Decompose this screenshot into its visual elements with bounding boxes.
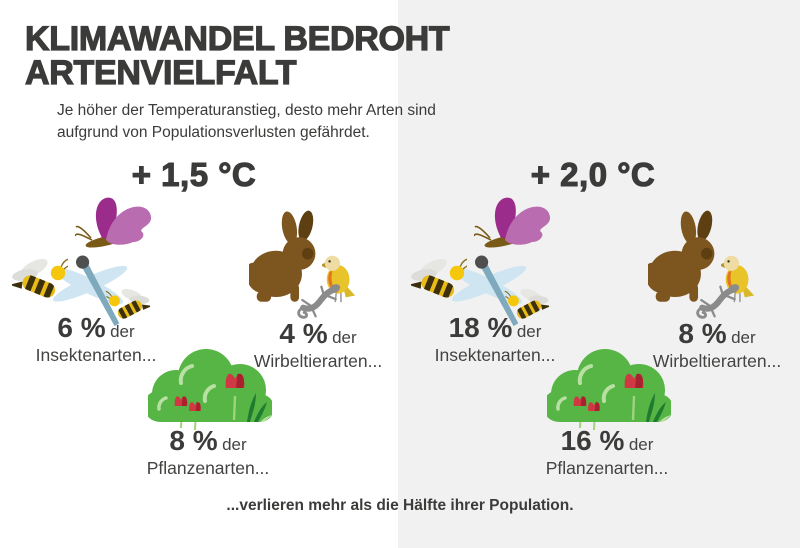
vertebrates-label: Wirbeltierarten... — [652, 350, 782, 371]
lizard-icon — [693, 281, 742, 323]
vertebrates-stat-value-line — [611, 319, 800, 350]
page-title — [25, 22, 449, 90]
plants-connector: der — [222, 435, 247, 454]
plants-stat-value-line — [501, 426, 713, 457]
footer-note: ...verlieren mehr als die Hälfte ihrer Population. — [226, 497, 574, 514]
insects-label: Insektenarten... — [35, 344, 157, 365]
vertebrates-connector: der — [332, 328, 357, 347]
temperature-heading-2-0c: + 2,0 °C — [530, 156, 656, 193]
bee-icon — [411, 254, 467, 304]
insects-percentage: 18 % — [448, 312, 513, 343]
insects-stat-value-line — [399, 313, 591, 344]
bush-with-tulips-icon — [148, 348, 272, 432]
plants-stat — [501, 426, 713, 478]
vertebrates-percentage: 8 % — [678, 318, 727, 349]
subtitle-line-1: Je höher der Temperaturanstieg, desto mehr Arten sind — [57, 102, 436, 119]
bee-icon — [12, 254, 68, 304]
insects-label: Insektenarten... — [434, 344, 556, 365]
insects-stat-value-line — [0, 313, 192, 344]
plants-stat — [102, 426, 314, 478]
butterfly-icon — [74, 193, 156, 255]
plants-connector: der — [628, 435, 654, 454]
subtitle — [57, 100, 436, 144]
plants-percentage: 8 % — [169, 425, 218, 456]
vertebrates-stat-value-line — [212, 319, 424, 350]
scenario-panel-2-0c — [399, 0, 799, 548]
insects-connector: der — [110, 322, 135, 341]
plants-percentage: 16 % — [560, 425, 625, 456]
vertebrates-connector: der — [731, 328, 756, 347]
title-line-1: KLIMAWANDEL BEDROHT — [25, 20, 450, 58]
vertebrates-label: Wirbeltierarten... — [253, 350, 383, 371]
temperature-heading-1-5c: + 1,5 °C — [131, 156, 257, 193]
plants-label: Pflanzenarten... — [545, 457, 669, 478]
title-line-2: ARTENVIELFALT — [25, 54, 297, 92]
plants-label: Pflanzenarten... — [146, 457, 270, 478]
insects-percentage: 6 % — [57, 312, 106, 343]
bush-with-tulips-icon — [547, 348, 671, 432]
subtitle-line-2: aufgrund von Populationsverlusten gefährdet. — [57, 124, 370, 141]
butterfly-icon — [473, 193, 555, 255]
insects-connector: der — [516, 322, 542, 341]
lizard-icon — [294, 281, 343, 323]
plants-stat-value-line — [102, 426, 314, 457]
vertebrates-percentage: 4 % — [279, 318, 328, 349]
